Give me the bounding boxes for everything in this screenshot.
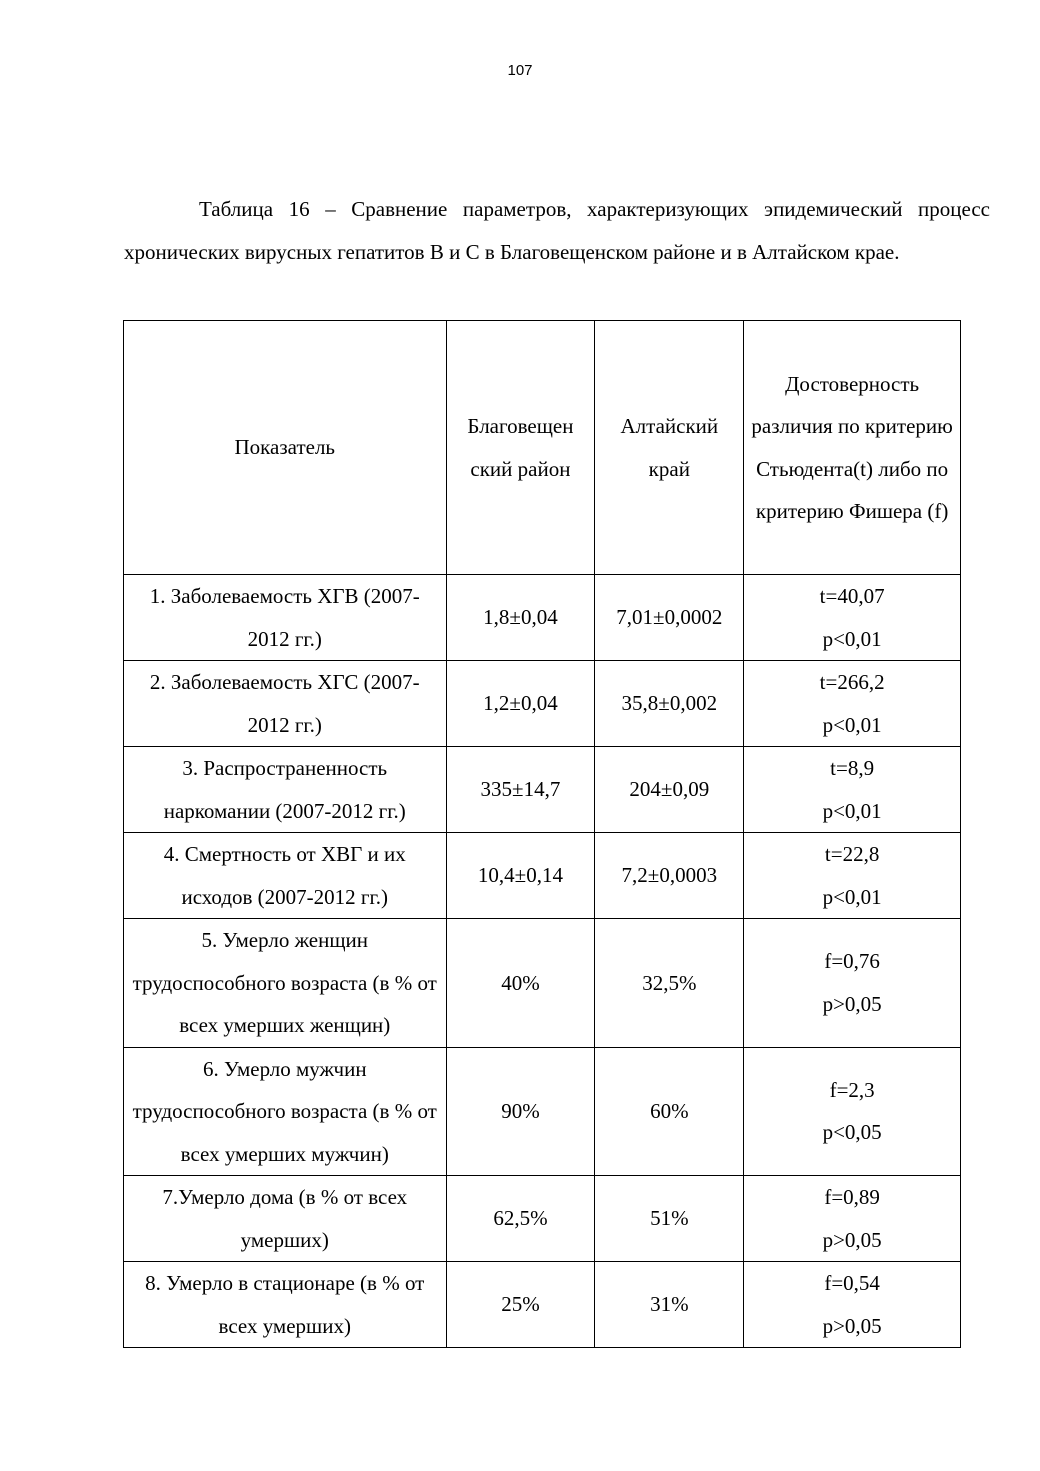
caption-label: Таблица 16 xyxy=(199,197,310,221)
table-row xyxy=(124,661,961,747)
p-value: p<0,05 xyxy=(822,1120,882,1145)
altai-cell: 35,8±0,002 xyxy=(595,661,744,747)
table-row xyxy=(124,575,961,661)
blagoveshchensk-cell: 62,5% xyxy=(446,1176,595,1262)
significance-cell xyxy=(744,1176,961,1262)
caption-text: – Сравнение параметров, характеризующих эпидемический процесс хронических вирусных гепатитов В и С в Благовещенском районе и в Алтайском крае. xyxy=(124,197,991,264)
p-value: p<0,01 xyxy=(822,626,882,651)
table-header-row xyxy=(124,321,961,575)
significance-cell xyxy=(744,661,961,747)
blagoveshchensk-cell: 10,4±0,14 xyxy=(446,833,595,919)
stat-value: t=8,9 xyxy=(830,756,875,780)
stat-value: t=266,2 xyxy=(819,670,885,694)
blagoveshchensk-cell: 90% xyxy=(446,1047,595,1176)
altai-cell: 7,01±0,0002 xyxy=(595,575,744,661)
p-value: p>0,05 xyxy=(822,991,882,1016)
altai-cell: 51% xyxy=(595,1176,744,1262)
indicator-cell: 4. Смертность от ХВГ и их исходов (2007-2012 гг.) xyxy=(124,833,447,919)
stat-value: f=2,3 xyxy=(829,1077,875,1102)
indicator-cell: 6. Умерло мужчин трудоспособного возраста (в % от всех умерших мужчин) xyxy=(124,1047,447,1176)
stat-value: f=0,76 xyxy=(824,949,880,974)
blagoveshchensk-cell: 1,8±0,04 xyxy=(446,575,595,661)
p-value: p>0,05 xyxy=(822,1313,882,1338)
header-altai: Алтайский край xyxy=(595,321,744,575)
table-row xyxy=(124,1262,961,1348)
header-blagoveshchensk: Благовещен ский район xyxy=(446,321,595,575)
stat-value: t=22,8 xyxy=(824,842,880,866)
blagoveshchensk-cell: 1,2±0,04 xyxy=(446,661,595,747)
comparison-table xyxy=(123,320,961,1348)
altai-cell: 204±0,09 xyxy=(595,747,744,833)
indicator-cell: 5. Умерло женщин трудоспособного возраста (в % от всех умерших женщин) xyxy=(124,919,447,1048)
significance-cell xyxy=(744,747,961,833)
significance-cell xyxy=(744,833,961,919)
header-significance: Достоверность различия по критерию Стьюдента(t) либо по критерию Фишера (f) xyxy=(744,321,961,575)
indicator-cell: 3. Распространенность наркомании (2007-2012 гг.) xyxy=(124,747,447,833)
p-value: p<0,01 xyxy=(822,798,882,823)
p-value: p<0,01 xyxy=(822,884,882,909)
table-caption xyxy=(124,188,990,274)
table-row xyxy=(124,919,961,1048)
significance-cell xyxy=(744,575,961,661)
table-row xyxy=(124,833,961,919)
table-row xyxy=(124,747,961,833)
altai-cell: 60% xyxy=(595,1047,744,1176)
p-value: p<0,01 xyxy=(822,712,882,737)
stat-value: f=0,54 xyxy=(824,1271,880,1295)
blagoveshchensk-cell: 40% xyxy=(446,919,595,1048)
blagoveshchensk-cell: 335±14,7 xyxy=(446,747,595,833)
p-value: p>0,05 xyxy=(822,1227,882,1252)
indicator-cell: 2. Заболеваемость ХГС (2007-2012 гг.) xyxy=(124,661,447,747)
significance-cell xyxy=(744,1047,961,1176)
significance-cell xyxy=(744,1262,961,1348)
stat-value: t=40,07 xyxy=(819,584,885,608)
table-row xyxy=(124,1047,961,1176)
blagoveshchensk-cell: 25% xyxy=(446,1262,595,1348)
indicator-cell: 8. Умерло в стационаре (в % от всех умерших) xyxy=(124,1262,447,1348)
altai-cell: 31% xyxy=(595,1262,744,1348)
indicator-cell: 1. Заболеваемость ХГВ (2007-2012 гг.) xyxy=(124,575,447,661)
indicator-cell: 7.Умерло дома (в % от всех умерших) xyxy=(124,1176,447,1262)
page-number: 107 xyxy=(507,62,533,79)
altai-cell: 32,5% xyxy=(595,919,744,1048)
header-indicator: Показатель xyxy=(124,321,447,575)
table-row xyxy=(124,1176,961,1262)
stat-value: f=0,89 xyxy=(824,1185,880,1209)
altai-cell: 7,2±0,0003 xyxy=(595,833,744,919)
significance-cell xyxy=(744,919,961,1048)
